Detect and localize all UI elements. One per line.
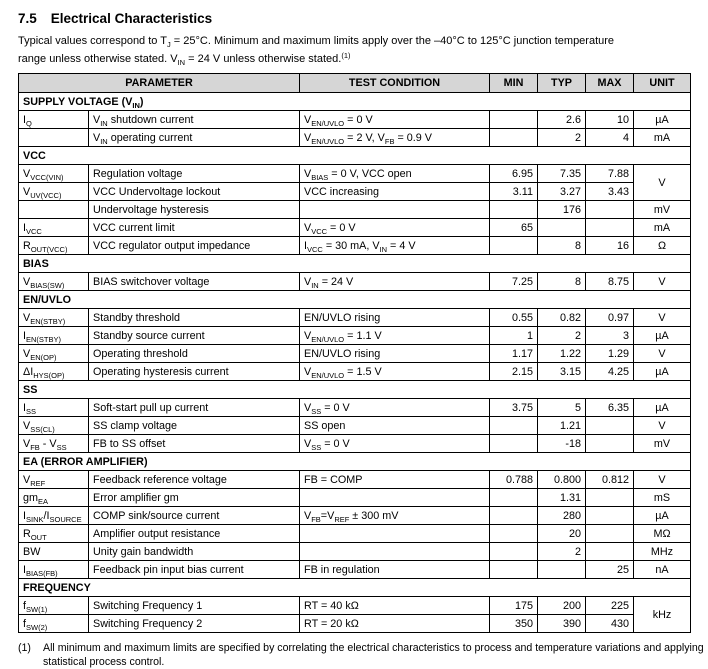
- typ-cell: 1.21: [538, 417, 586, 435]
- parameter-cell: Standby threshold: [89, 309, 300, 327]
- max-cell: [586, 435, 634, 453]
- typ-cell: 8: [538, 273, 586, 291]
- unit-cell: V: [634, 273, 691, 291]
- min-cell: [490, 111, 538, 129]
- parameter-cell: Switching Frequency 1: [89, 597, 300, 615]
- min-cell: [490, 435, 538, 453]
- parameter-cell: COMP sink/source current: [89, 507, 300, 525]
- max-cell: 3: [586, 327, 634, 345]
- parameter-cell: Amplifier output resistance: [89, 525, 300, 543]
- unit-cell: V: [634, 345, 691, 363]
- table-row: [19, 471, 691, 489]
- parameter-cell: Regulation voltage: [89, 165, 300, 183]
- typ-cell: 8: [538, 237, 586, 255]
- parameter-cell: Unity gain bandwidth: [89, 543, 300, 561]
- unit-cell: kHz: [634, 597, 691, 633]
- section-row: [19, 453, 691, 471]
- parameter-cell: VCC Undervoltage lockout: [89, 183, 300, 201]
- typ-cell: 2: [538, 129, 586, 147]
- table-row: [19, 129, 691, 147]
- condition-cell: [300, 525, 490, 543]
- table-row: [19, 201, 691, 219]
- typ-cell: 1.22: [538, 345, 586, 363]
- table-row: [19, 489, 691, 507]
- max-cell: 7.88: [586, 165, 634, 183]
- header-parameter: PARAMETER: [19, 74, 300, 93]
- unit-cell: MΩ: [634, 525, 691, 543]
- section-title: SUPPLY VOLTAGE $(V_{IN})$: [19, 93, 691, 111]
- symbol-cell: $I_{SS}$: [19, 399, 89, 417]
- condition-cell: EN/UVLO rising: [300, 309, 490, 327]
- symbol-cell: $gm_{EA}$: [19, 489, 89, 507]
- parameter-cell: Feedback pin input bias current: [89, 561, 300, 579]
- condition-cell: $V_{BIAS} = 0$ V, VCC open: [300, 165, 490, 183]
- typ-cell: 0.800: [538, 471, 586, 489]
- header-min: MIN: [490, 74, 538, 93]
- typ-cell: 5: [538, 399, 586, 417]
- parameter-cell: FB to SS offset: [89, 435, 300, 453]
- unit-cell: V: [634, 417, 691, 435]
- table-row: [19, 615, 691, 633]
- section-row: [19, 381, 691, 399]
- symbol-cell: $V_{REF}$: [19, 471, 89, 489]
- condition-cell: $V_{EN/UVLO} = 0$ V: [300, 111, 490, 129]
- symbol-cell: $f_{SW(1)}$: [19, 597, 89, 615]
- min-cell: [490, 525, 538, 543]
- typ-cell: 176: [538, 201, 586, 219]
- max-cell: 0.97: [586, 309, 634, 327]
- min-cell: [490, 489, 538, 507]
- header-unit: UNIT: [634, 74, 691, 93]
- condition-cell: $V_{IN} = 24$ V: [300, 273, 490, 291]
- max-cell: 4.25: [586, 363, 634, 381]
- typ-cell: -18: [538, 435, 586, 453]
- max-cell: 4: [586, 129, 634, 147]
- page-title: Electrical Characteristics: [50, 11, 213, 26]
- max-cell: 8.75: [586, 273, 634, 291]
- min-cell: [490, 129, 538, 147]
- header-test-condition: TEST CONDITION: [300, 74, 490, 93]
- unit-cell: mA: [634, 129, 691, 147]
- unit-cell: mA: [634, 219, 691, 237]
- symbol-cell: $R_{OUT}$: [19, 525, 89, 543]
- symbol-cell: $I_{EN(STBY)}$: [19, 327, 89, 345]
- min-cell: 0.55: [490, 309, 538, 327]
- unit-cell: V: [634, 471, 691, 489]
- condition-cell: FB in regulation: [300, 561, 490, 579]
- condition-cell: VCC increasing: [300, 183, 490, 201]
- min-cell: [490, 561, 538, 579]
- typ-cell: 0.82: [538, 309, 586, 327]
- typ-cell: 20: [538, 525, 586, 543]
- parameter-cell: Soft-start pull up current: [89, 399, 300, 417]
- parameter-cell: Feedback reference voltage: [89, 471, 300, 489]
- max-cell: [586, 219, 634, 237]
- section-row: [19, 93, 691, 111]
- table-row: [19, 525, 691, 543]
- table-row: [19, 363, 691, 381]
- unit-cell: µA: [634, 327, 691, 345]
- min-cell: 3.75: [490, 399, 538, 417]
- table-row: [19, 327, 691, 345]
- min-cell: [490, 237, 538, 255]
- condition-cell: $V_{EN/UVLO} = 2$ V, $V_{FB} = 0.9$ V: [300, 129, 490, 147]
- max-cell: 25: [586, 561, 634, 579]
- table-row: [19, 345, 691, 363]
- typ-cell: 2: [538, 327, 586, 345]
- unit-cell: mV: [634, 201, 691, 219]
- symbol-cell: $V_{FB} - V_{SS}$: [19, 435, 89, 453]
- condition-cell: $V_{EN/UVLO} = 1.1$ V: [300, 327, 490, 345]
- table-row: [19, 507, 691, 525]
- parameter-cell: $V_{IN}$ operating current: [89, 129, 300, 147]
- min-cell: 65: [490, 219, 538, 237]
- section-heading: [18, 11, 690, 26]
- typ-cell: [538, 219, 586, 237]
- min-cell: [490, 543, 538, 561]
- max-cell: 6.35: [586, 399, 634, 417]
- parameter-cell: $V_{IN}$ shutdown current: [89, 111, 300, 129]
- unit-cell: V: [634, 165, 691, 201]
- section-row: [19, 579, 691, 597]
- max-cell: 1.29: [586, 345, 634, 363]
- typ-cell: 200: [538, 597, 586, 615]
- max-cell: [586, 201, 634, 219]
- table-row: [19, 561, 691, 579]
- condition-cell: SS open: [300, 417, 490, 435]
- unit-cell: µA: [634, 507, 691, 525]
- symbol-cell: $I_Q$: [19, 111, 89, 129]
- condition-cell: [300, 489, 490, 507]
- max-cell: 0.812: [586, 471, 634, 489]
- section-title: BIAS: [19, 255, 691, 273]
- symbol-cell: $I_{SINK}/I_{SOURCE}$: [19, 507, 89, 525]
- unit-cell: µA: [634, 111, 691, 129]
- max-cell: [586, 507, 634, 525]
- min-cell: [490, 507, 538, 525]
- typ-cell: 3.27: [538, 183, 586, 201]
- min-cell: 350: [490, 615, 538, 633]
- unit-cell: mV: [634, 435, 691, 453]
- typ-cell: 280: [538, 507, 586, 525]
- table-row: [19, 417, 691, 435]
- parameter-cell: SS clamp voltage: [89, 417, 300, 435]
- section-title: SS: [19, 381, 691, 399]
- condition-cell: FB = COMP: [300, 471, 490, 489]
- typ-cell: 2.6: [538, 111, 586, 129]
- parameter-cell: Standby source current: [89, 327, 300, 345]
- unit-cell: Ω: [634, 237, 691, 255]
- parameter-cell: VCC current limit: [89, 219, 300, 237]
- unit-cell: MHz: [634, 543, 691, 561]
- unit-cell: V: [634, 309, 691, 327]
- table-row: [19, 273, 691, 291]
- max-cell: 10: [586, 111, 634, 129]
- table-row: [19, 237, 691, 255]
- condition-cell: EN/UVLO rising: [300, 345, 490, 363]
- typ-cell: 7.35: [538, 165, 586, 183]
- symbol-cell: [19, 129, 89, 147]
- max-cell: 3.43: [586, 183, 634, 201]
- table-row: [19, 399, 691, 417]
- symbol-cell: BW: [19, 543, 89, 561]
- condition-cell: $V_{FB}=V_{REF} \pm 300$ mV: [300, 507, 490, 525]
- parameter-cell: VCC regulator output impedance: [89, 237, 300, 255]
- condition-cell: RT = 20 kΩ: [300, 615, 490, 633]
- section-row: [19, 147, 691, 165]
- table-row: [19, 219, 691, 237]
- condition-cell: $V_{EN/UVLO} = 1.5$ V: [300, 363, 490, 381]
- header-max: MAX: [586, 74, 634, 93]
- symbol-cell: $I_{VCC}$: [19, 219, 89, 237]
- min-cell: 3.11: [490, 183, 538, 201]
- section-title: VCC: [19, 147, 691, 165]
- typ-cell: [538, 561, 586, 579]
- max-cell: 225: [586, 597, 634, 615]
- symbol-cell: $V_{UV(VCC)}$: [19, 183, 89, 201]
- parameter-cell: BIAS switchover voltage: [89, 273, 300, 291]
- table-header-row: [19, 74, 691, 93]
- section-title: EN/UVLO: [19, 291, 691, 309]
- intro-text: Typical values correspond to $T_J = 25^\circ C$. Minimum and maximum limits apply over the –40°C to 125°C junction temperature range unless otherwise stated. $V_{IN} = 24$ V unless otherwise stated.$^{(1)}$: [18, 35, 615, 67]
- condition-cell: [300, 201, 490, 219]
- section-title: EA (ERROR AMPLIFIER): [19, 453, 691, 471]
- unit-cell: nA: [634, 561, 691, 579]
- table-body: [19, 93, 691, 633]
- footnote-text: All minimum and maximum limits are specified by correlating the electrical characteristics to process and temperature variations and applying statistical process control.: [43, 642, 704, 668]
- unit-cell: mS: [634, 489, 691, 507]
- symbol-cell: [19, 201, 89, 219]
- min-cell: 1: [490, 327, 538, 345]
- max-cell: 16: [586, 237, 634, 255]
- max-cell: 430: [586, 615, 634, 633]
- table-row: [19, 543, 691, 561]
- parameter-cell: Switching Frequency 2: [89, 615, 300, 633]
- typ-cell: 390: [538, 615, 586, 633]
- symbol-cell: $V_{VCC(VIN)}$: [19, 165, 89, 183]
- condition-cell: $V_{SS} = 0$ V: [300, 399, 490, 417]
- typ-cell: 1.31: [538, 489, 586, 507]
- symbol-cell: $I_{BIAS(FB)}$: [19, 561, 89, 579]
- symbol-cell: $V_{BIAS(SW)}$: [19, 273, 89, 291]
- min-cell: [490, 417, 538, 435]
- header-typ: TYP: [538, 74, 586, 93]
- min-cell: 1.17: [490, 345, 538, 363]
- condition-cell: $I_{VCC} = 30$ mA, $V_{IN} = 4$ V: [300, 237, 490, 255]
- condition-cell: $V_{SS} = 0$ V: [300, 435, 490, 453]
- min-cell: 2.15: [490, 363, 538, 381]
- table-row: [19, 597, 691, 615]
- condition-cell: $V_{VCC} = 0$ V: [300, 219, 490, 237]
- max-cell: [586, 525, 634, 543]
- min-cell: 175: [490, 597, 538, 615]
- condition-cell: [300, 543, 490, 561]
- unit-cell: µA: [634, 363, 691, 381]
- section-number: 7.5: [18, 11, 37, 26]
- section-row: [19, 291, 691, 309]
- table-row: [19, 309, 691, 327]
- table-row: [19, 435, 691, 453]
- symbol-cell: $f_{SW(2)}$: [19, 615, 89, 633]
- electrical-characteristics-table: [18, 73, 691, 633]
- min-cell: 7.25: [490, 273, 538, 291]
- unit-cell: µA: [634, 399, 691, 417]
- typ-cell: 3.15: [538, 363, 586, 381]
- footnote-number: (1): [18, 642, 31, 654]
- parameter-cell: Error amplifier gm: [89, 489, 300, 507]
- max-cell: [586, 417, 634, 435]
- min-cell: 0.788: [490, 471, 538, 489]
- max-cell: [586, 543, 634, 561]
- symbol-cell: $V_{SS(CL)}$: [19, 417, 89, 435]
- min-cell: [490, 201, 538, 219]
- section-title: FREQUENCY: [19, 579, 691, 597]
- table-row: [19, 111, 691, 129]
- table-row: [19, 165, 691, 183]
- parameter-cell: Undervoltage hysteresis: [89, 201, 300, 219]
- symbol-cell: $V_{EN(STBY)}$: [19, 309, 89, 327]
- section-row: [19, 255, 691, 273]
- symbol-cell: $\Delta I_{HYS(OP)}$: [19, 363, 89, 381]
- parameter-cell: Operating threshold: [89, 345, 300, 363]
- min-cell: 6.95: [490, 165, 538, 183]
- parameter-cell: Operating hysteresis current: [89, 363, 300, 381]
- typ-cell: 2: [538, 543, 586, 561]
- symbol-cell: $V_{EN(OP)}$: [19, 345, 89, 363]
- condition-cell: RT = 40 kΩ: [300, 597, 490, 615]
- table-row: [19, 183, 691, 201]
- max-cell: [586, 489, 634, 507]
- symbol-cell: $R_{OUT(VCC)}$: [19, 237, 89, 255]
